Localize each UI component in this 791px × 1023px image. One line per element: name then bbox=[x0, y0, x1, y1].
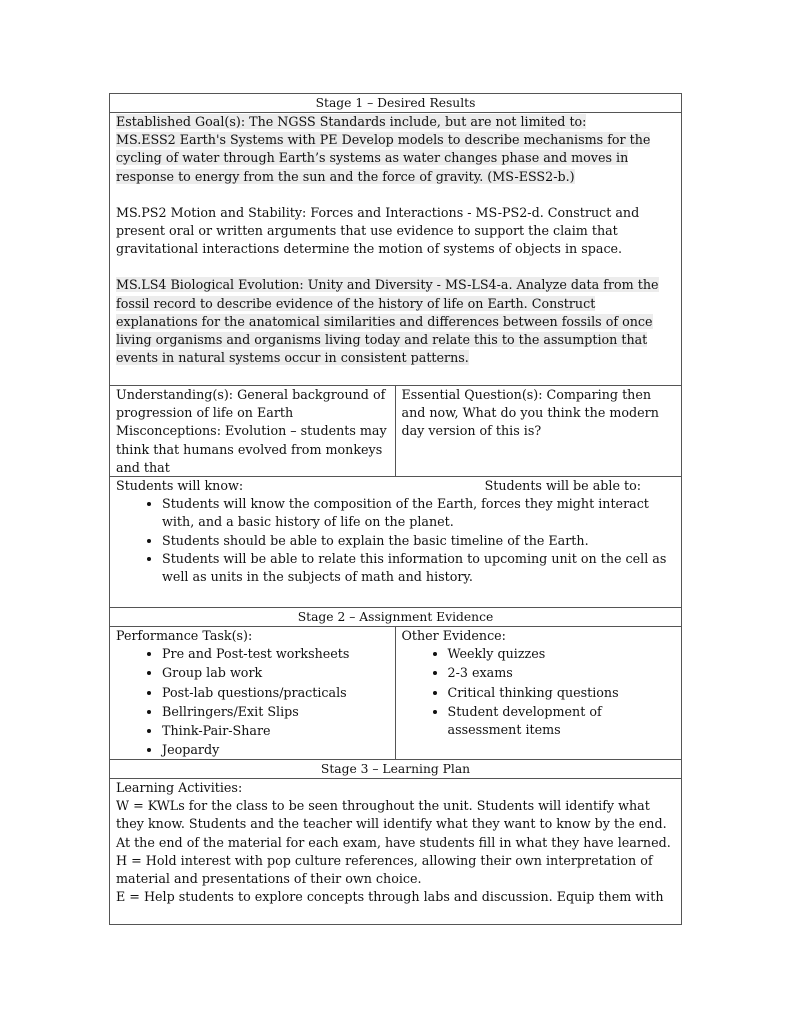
list-item: • Weekly quizzes bbox=[448, 645, 676, 663]
list-item: • Group lab work bbox=[162, 664, 389, 682]
established-goals bbox=[110, 113, 681, 386]
goal-ess2: MS.ESS2 Earth's Systems with PE Develop models to describe mechanisms for the cycling of water through Earth’s systems as water changes phase and moves in response to energy from the sun and the force of gravity. (MS-ESS2-b.) bbox=[116, 132, 651, 184]
activity-h: H = Hold interest with pop culture references, allowing their own interpretation of material and presentations of their own choice. bbox=[116, 852, 653, 887]
lesson-plan-table bbox=[109, 93, 682, 925]
list-item: • Critical thinking questions bbox=[448, 684, 676, 702]
goal-ls4: MS.LS4 Biological Evolution: Unity and Diversity - MS-LS4-a. Analyze data from the fossil record to describe evidence of the history of life on Earth. Construct explanations for the anatomical similarities and differences between fossils of once living organisms and organisms living today and relate this to the assumption that events in natural systems occur in consistent patterns. bbox=[116, 277, 659, 366]
list-item: • Pre and Post-test worksheets bbox=[162, 645, 389, 663]
students-know-cell bbox=[110, 477, 681, 608]
list-item: • Student development of assessment items bbox=[448, 703, 676, 739]
stage2-header: Stage 2 – Assignment Evidence bbox=[110, 608, 681, 627]
list-item: • Students will be able to relate this information to upcoming unit on the cell as well as units in the subjects of math and history. bbox=[162, 550, 675, 586]
performance-label: Performance Task(s): bbox=[116, 628, 253, 643]
list-item: • 2-3 exams bbox=[448, 664, 676, 682]
list-item: • Students should be able to explain the basic timeline of the Earth. bbox=[162, 532, 675, 550]
goals-intro: Established Goal(s): The NGSS Standards include, but are not limited to: bbox=[116, 114, 587, 129]
essential-question-cell: Essential Question(s): Comparing then and now, What do you think the modern day version of this is? bbox=[401, 387, 659, 439]
other-evidence-label: Other Evidence: bbox=[401, 628, 506, 643]
understanding-question-row bbox=[110, 386, 681, 477]
list-item: • Think-Pair-Share bbox=[162, 722, 389, 740]
students-know-label: Students will know: bbox=[116, 478, 244, 493]
stage3-header: Stage 3 – Learning Plan bbox=[110, 760, 681, 779]
activity-e: E = Help students to explore concepts through labs and discussion. Equip them with bbox=[116, 889, 664, 905]
learning-activities-cell bbox=[110, 779, 681, 925]
activities-label: Learning Activities: bbox=[116, 780, 243, 795]
list-item: • Jeopardy bbox=[162, 741, 389, 759]
stage1-header: Stage 1 – Desired Results bbox=[110, 94, 681, 113]
evidence-row bbox=[110, 627, 681, 760]
goal-ps2: MS.PS2 Motion and Stability: Forces and Interactions - MS-PS2-d. Construct and present oral or written arguments that use evidence to support the claim that gravitational interactions determine the motion of systems of objects in space. bbox=[116, 204, 640, 257]
performance-task-cell bbox=[110, 627, 396, 759]
other-evidence-cell bbox=[396, 627, 682, 759]
students-able-label: Students will be able to: bbox=[484, 478, 641, 493]
list-item: • Post-lab questions/practicals bbox=[162, 684, 389, 702]
activity-w: W = KWLs for the class to be seen throughout the unit. Students will identify what they know. Students and the teacher will identify what they want to know by the end. At the end of the material for each exam, have students fill in what they have learned. bbox=[116, 798, 671, 850]
other-evidence-list bbox=[402, 645, 676, 739]
list-item: • Bellringers/Exit Slips bbox=[162, 703, 389, 721]
list-item: • Students will know the composition of the Earth, forces they might interact with, and a basic history of life on the planet. bbox=[162, 495, 675, 531]
know-list bbox=[116, 495, 675, 586]
understandings-cell: Understanding(s): General background of progression of life on Earth Misconceptions: Evolution – students may think that humans evolved from monkeys and that bbox=[110, 386, 396, 476]
performance-list bbox=[116, 645, 389, 759]
